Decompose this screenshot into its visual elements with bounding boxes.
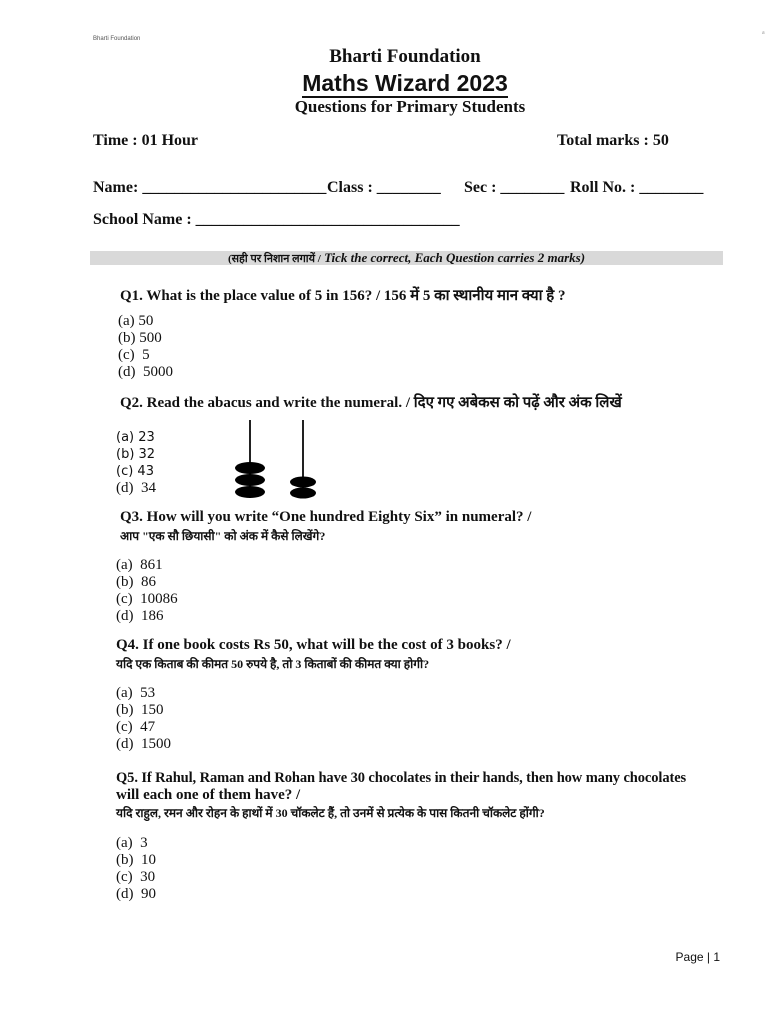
abacus-bead: [235, 474, 265, 486]
name-field[interactable]: Name: _______________________: [93, 179, 327, 196]
option[interactable]: (d) 90: [116, 886, 156, 902]
instruction-english: Tick the correct, Each Question carries 2 marks): [324, 250, 586, 265]
option[interactable]: (b) 86: [116, 574, 156, 590]
option[interactable]: (d) 186: [116, 608, 164, 624]
option[interactable]: (c) 10086: [116, 591, 178, 607]
option[interactable]: (d) 1500: [116, 736, 171, 752]
option[interactable]: (c) 30: [116, 869, 156, 885]
abacus-image: [230, 418, 330, 508]
roll-number-field[interactable]: Roll No. : ________: [570, 179, 704, 196]
abacus-bead: [290, 488, 316, 499]
abacus-bead: [235, 462, 265, 474]
option[interactable]: (a) 3: [116, 835, 148, 851]
option[interactable]: (b) 150: [116, 702, 164, 718]
option[interactable]: (a) 23: [116, 430, 155, 445]
option[interactable]: (b) 500: [118, 330, 162, 346]
option[interactable]: (b) 32: [116, 447, 156, 462]
option[interactable]: (b) 10: [116, 852, 156, 868]
option[interactable]: (a) 50: [118, 313, 154, 329]
question-3: Q3. How will you write “One hundred Eighty Six” in numeral? /: [120, 509, 532, 525]
option[interactable]: (d) 34: [116, 480, 156, 496]
question-3-options: [116, 557, 178, 625]
abacus-bead: [235, 486, 265, 498]
total-marks-label: Total marks : 50: [557, 132, 669, 149]
question-2: Q2. Read the abacus and write the numeral. / दिए गए अबेकस को पढ़ें और अंक लिखें: [120, 395, 622, 411]
time-label: Time : 01 Hour: [93, 132, 199, 149]
school-name-field[interactable]: School Name : _________________________________: [93, 211, 460, 228]
question-1-options: [118, 313, 173, 381]
title-text: Maths Wizard 2023: [302, 70, 508, 96]
question-4-hindi: यदि एक किताब की कीमत 50 रुपये है, तो 3 किताबों की कीमत क्या होगी?: [116, 657, 430, 671]
abacus-bead: [290, 477, 316, 488]
question-5-line-2: will each one of them have? /: [116, 787, 301, 803]
question-5: Q5. If Rahul, Raman and Rohan have 30 chocolates in their hands, then how many chocolates: [116, 770, 687, 786]
organization-name: Bharti Foundation: [329, 46, 481, 67]
class-field[interactable]: Class : ________: [327, 179, 441, 196]
question-4: Q4. If one book costs Rs 50, what will be the cost of 3 books? /: [116, 637, 511, 653]
question-2-options: [116, 429, 156, 497]
option[interactable]: (c) 47: [116, 719, 156, 735]
option[interactable]: (a) 861: [116, 557, 163, 573]
option[interactable]: (c) 5: [118, 347, 150, 363]
question-3-hindi: आप "एक सौ छियासी" को अंक में कैसे लिखेंगे?: [120, 529, 326, 543]
question-5-options: [116, 835, 156, 903]
instruction-hindi: (सही पर निशान लगायें /: [227, 253, 321, 265]
option[interactable]: (a) 53: [116, 685, 156, 701]
question-4-options: [116, 685, 171, 753]
corner-mark: a: [762, 30, 765, 36]
instruction-banner: [90, 251, 723, 265]
option[interactable]: (c) 43: [116, 464, 154, 479]
option[interactable]: (d) 5000: [118, 364, 173, 380]
question-5-hindi: यदि राहुल, रमन और रोहन के हाथों में 30 चॉकलेट हैं, तो उनमें से प्रत्येक के पास कितनी चॉकलेट होंगी?: [116, 806, 545, 820]
section-field[interactable]: Sec : ________: [464, 179, 565, 196]
page-title: [0, 70, 768, 97]
question-1: Q1. What is the place value of 5 in 156? / 156 में 5 का स्थानीय मान क्या है ?: [120, 288, 566, 304]
page-subtitle: Questions for Primary Students: [294, 97, 526, 116]
page-number: Page | 1: [675, 950, 720, 964]
running-header: Bharti Foundation: [93, 36, 141, 42]
